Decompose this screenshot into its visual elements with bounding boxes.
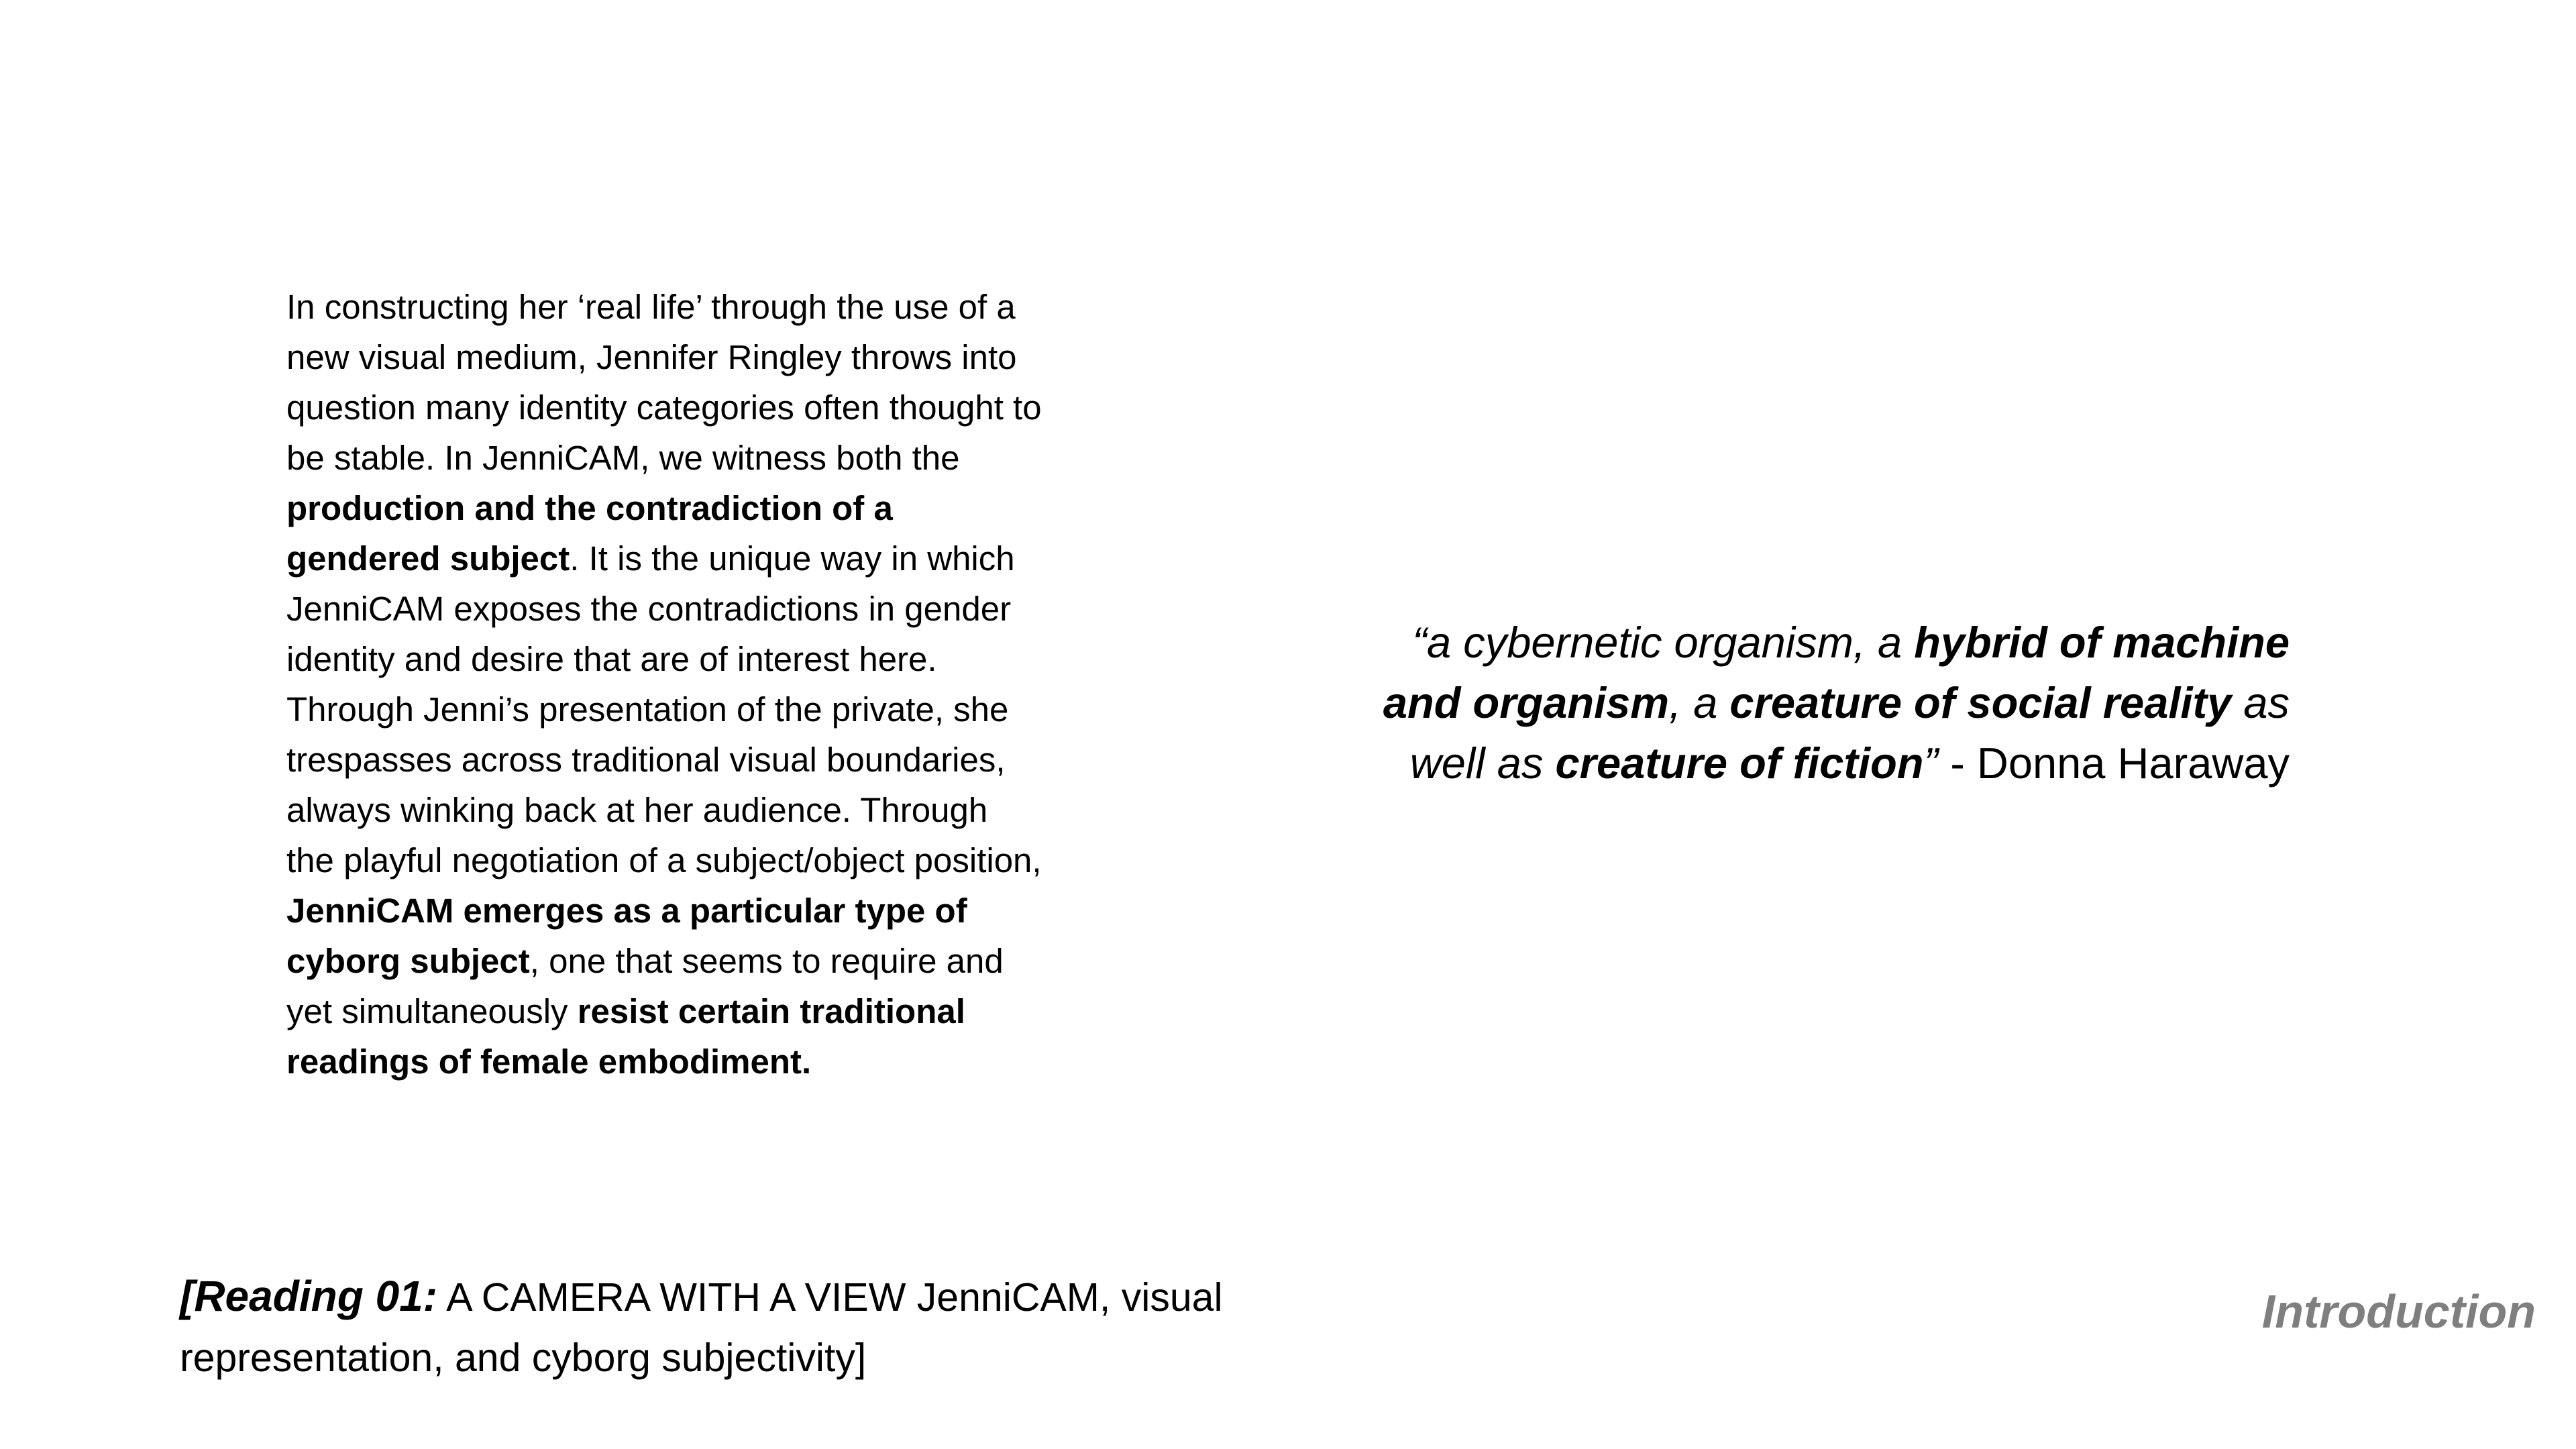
body-text-segment: In constructing her ‘real life’ through the use of a new visual medium, Jennifer Ringley throws into question many identity categories often thought to be stable. In JenniCAM, we witness both the [286,288,1042,477]
section-label: Introduction [2261,1285,2536,1338]
quote-bold-fiction: creature of fiction [1555,739,1924,788]
quote-segment: as well as [1409,678,2290,788]
reading-ref: [Reading 01: [180,1272,438,1320]
quote-close-mark: ” [1923,739,1939,788]
quote-attribution: - Donna Haraway [1938,739,2290,788]
body-text-segment: . It is the unique way in which JenniCAM exposes the contradictions in gender identity and desire that are of interest here. Through Jenni’s presentation of the private, she trespasses across traditional visual boundaries, always winking back at her audience. Through the playful negotiation of a subject/object position, [286,539,1042,879]
haraway-quote [1337,612,2290,794]
body-paragraph [286,282,1044,1087]
body-bold-production-contradiction: production and the contradiction of a gendered subject [286,489,893,578]
reading-title: A CAMERA WITH A VIEW JenniCAM, visual representation, and cyborg subjectivity] [180,1275,1223,1380]
body-bold-female-embodiment: resist certain traditional readings of female embodiment. [286,992,965,1081]
body-bold-cyborg-subject: JenniCAM emerges as a particular type of cyborg subject [286,892,967,980]
reading-citation [180,1266,1320,1388]
body-text-segment: , one that seems to require and yet simultaneously [286,942,1004,1030]
quote-bold-social-reality: creature of social reality [1729,678,2232,727]
quote-segment: “a cybernetic organism, a [1412,618,1915,667]
quote-segment: , a [1669,678,1730,727]
quote-bold-hybrid: hybrid of machine and organism [1383,618,2290,727]
